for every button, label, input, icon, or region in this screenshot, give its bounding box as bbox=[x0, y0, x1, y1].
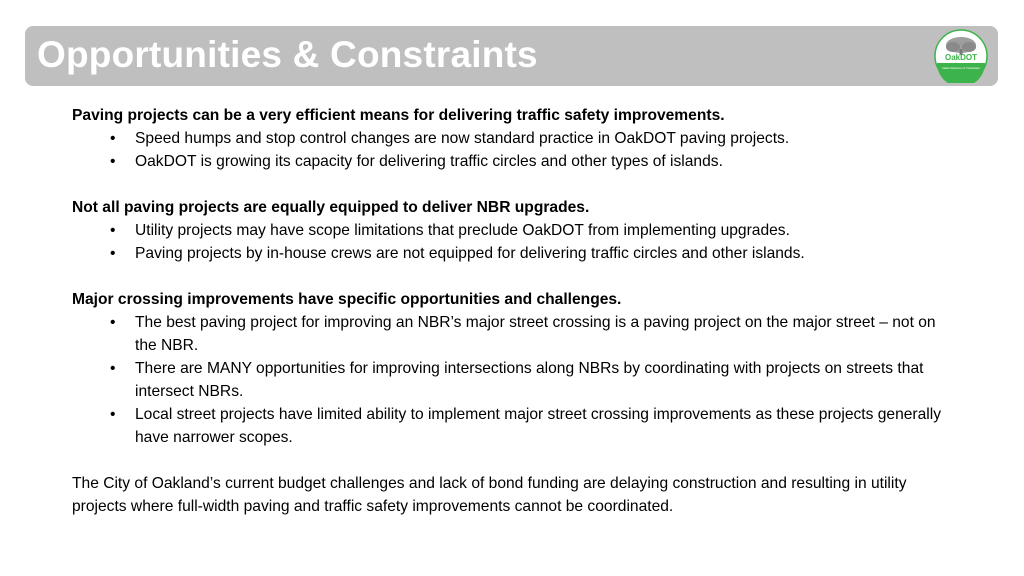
logo-text: OakDOT bbox=[944, 53, 978, 62]
list-item-text: The best paving project for improving an NBR’s major street crossing is a paving project on the major street – not on the NBR. bbox=[135, 314, 936, 354]
slide-title: Opportunities & Constraints bbox=[37, 34, 538, 75]
slide-content bbox=[72, 104, 972, 518]
section-nbr-upgrades bbox=[72, 196, 972, 265]
list-item-text: Speed humps and stop control changes are now standard practice in OakDOT paving projects. bbox=[135, 130, 790, 147]
title-bar bbox=[25, 26, 998, 86]
list-item bbox=[72, 219, 955, 242]
list-item-text: There are MANY opportunities for improving intersections along NBRs by coordinating with projects on streets that intersect NBRs. bbox=[135, 360, 924, 400]
list-item bbox=[72, 311, 955, 357]
bullet-icon: • bbox=[110, 406, 116, 423]
bullet-list bbox=[72, 219, 972, 265]
list-item-text: OakDOT is growing its capacity for delivering traffic circles and other types of islands. bbox=[135, 153, 723, 170]
list-item bbox=[72, 150, 955, 173]
bullet-list bbox=[72, 311, 972, 449]
section-paving-efficiency bbox=[72, 104, 972, 173]
section-major-crossing bbox=[72, 288, 972, 449]
bullet-icon: • bbox=[110, 222, 116, 239]
list-item-text: Local street projects have limited ability to implement major street crossing improvements as these projects generally have narrower scopes. bbox=[135, 406, 942, 446]
bullet-icon: • bbox=[110, 130, 116, 147]
logo-subtext: Oakland Department of Transportation bbox=[942, 67, 987, 70]
bullet-icon: • bbox=[110, 153, 116, 170]
list-item bbox=[72, 242, 955, 265]
list-item bbox=[72, 357, 955, 403]
bullet-list bbox=[72, 127, 972, 173]
list-item bbox=[72, 403, 955, 449]
section-heading: Not all paving projects are equally equipped to deliver NBR upgrades. bbox=[72, 199, 590, 216]
section-heading: Major crossing improvements have specific opportunities and challenges. bbox=[72, 291, 622, 308]
section-heading: Paving projects can be a very efficient means for delivering traffic safety improvements. bbox=[72, 107, 725, 124]
list-item-text: Paving projects by in-house crews are not equipped for delivering traffic circles and other islands. bbox=[135, 245, 805, 262]
list-item-text: Utility projects may have scope limitations that preclude OakDOT from implementing upgrades. bbox=[135, 222, 790, 239]
bullet-icon: • bbox=[110, 245, 116, 262]
closing-paragraph: The City of Oakland’s current budget challenges and lack of bond funding are delaying construction and resulting in utility projects where full-width paving and traffic safety improvements cannot be coordinated. bbox=[72, 475, 907, 515]
bullet-icon: • bbox=[110, 360, 116, 377]
oakdot-logo-icon bbox=[934, 29, 988, 83]
bullet-icon: • bbox=[110, 314, 116, 331]
list-item bbox=[72, 127, 955, 150]
